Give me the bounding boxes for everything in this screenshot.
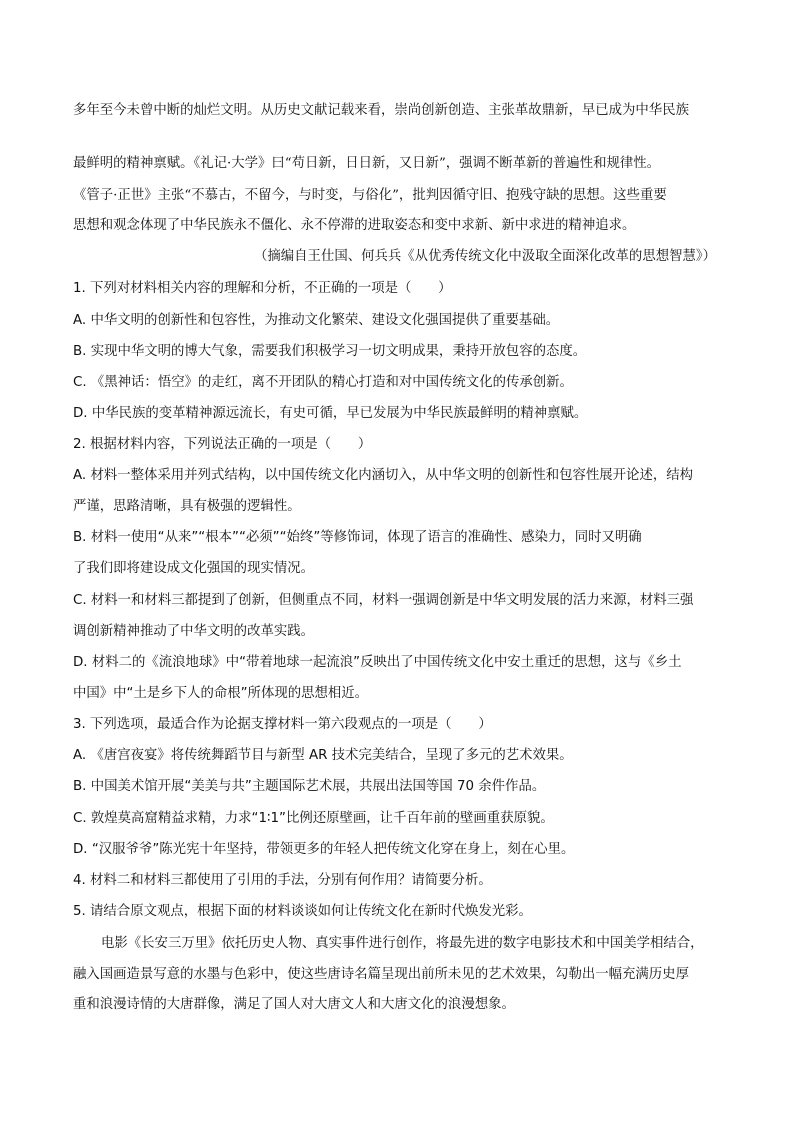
question-1-option-b: B. 实现中华文明的博大气象，需要我们积极学习一切文明成果，秉持开放包容的态度。 bbox=[73, 344, 587, 359]
question-5-stem: 5. 请结合原文观点，根据下面的材料谈谈如何让传统文化在新时代焕发光彩。 bbox=[73, 904, 532, 919]
question-1-option-c: C. 《黑神话：悟空》的走红，离不开团队的精心打造和对中国传统文化的传承创新。 bbox=[73, 375, 573, 390]
question-1-option-a: A. 中华文明的创新性和包容性，为推动文化繁荣、建设文化强国提供了重要基础。 bbox=[73, 313, 560, 328]
material-bottom-line-2: 融入国画造景写意的水墨与色彩中，使这些唐诗名篇呈现出前所未见的艺术效果，勾勒出一幅充满历史厚 bbox=[73, 967, 689, 982]
material-top-line-4: 思想和观念体现了中华民族永不僵化、永不停滞的进取姿态和变中求新、新中求进的精神追求。 bbox=[73, 218, 636, 233]
material-source-citation: （摘编自王仕国、何兵兵《从优秀传统文化中汲取全面深化改革的思想智慧》） bbox=[254, 249, 716, 264]
question-2-option-b-line-2: 了我们即将建设成文化强国的现实情况。 bbox=[73, 561, 315, 576]
question-3-option-a: A. 《唐宫夜宴》将传统舞蹈节目与新型 AR 技术完美结合，呈现了多元的艺术效果。 bbox=[73, 748, 573, 763]
question-3-option-b: B. 中国美术馆开展“美美与共”主题国际艺术展，共展出法国等国 70 余件作品。 bbox=[73, 779, 546, 794]
question-1-stem: 1. 下列对材料相关内容的理解和分析，不正确的一项是（ ） bbox=[73, 281, 452, 296]
material-bottom-line-3: 重和浪漫诗情的大唐群像，满足了国人对大唐文人和大唐文化的浪漫想象。 bbox=[73, 997, 515, 1012]
material-bottom-line-1: 电影《长安三万里》依托历史人物、真实事件进行创作，将最先进的数字电影技术和中国美学相结合， bbox=[101, 936, 704, 951]
question-2-option-c-line-2: 调创新精神推动了中华文明的改革实践。 bbox=[73, 624, 315, 639]
question-2-option-b-line-1: B. 材料一使用“从来”“根本”“必须”“始终”等修饰词，体现了语言的准确性、感染力，同时又明确 bbox=[73, 530, 642, 545]
material-top-line-2: 最鲜明的精神禀赋。《礼记·大学》曰“苟日新，日日新，又日新”，强调不断革新的普遍性和规律性。 bbox=[73, 156, 661, 171]
question-3-option-d: D. “汉服爷爷”陈光宪十年坚持，带领更多的年轻人把传统文化穿在身上，刻在心里。 bbox=[73, 842, 575, 857]
question-3-stem: 3. 下列选项，最适合作为论据支撑材料一第六段观点的一项是（ ） bbox=[73, 717, 492, 732]
question-2-option-d-line-2: 中国》中“土是乡下人的命根”所体现的思想相近。 bbox=[73, 686, 369, 701]
question-3-option-c: C. 敦煌莫高窟精益求精，力求“1∶1”比例还原壁画，让千百年前的壁画重获原貌。 bbox=[73, 811, 554, 826]
question-2-option-a-line-2: 严谨，思路清晰，具有极强的逻辑性。 bbox=[73, 499, 301, 514]
question-2-option-a-line-1: A. 材料一整体采用并列式结构，以中国传统文化内涵切入，从中华文明的创新性和包容性展开论述，结构 bbox=[73, 468, 694, 483]
material-top-line-3: 《管子·正世》主张“不慕古，不留今，与时变，与俗化”，批判因循守旧、抱残守缺的思想。这些重要 bbox=[73, 188, 667, 203]
question-1-option-d: D. 中华民族的变革精神源远流长，有史可循，早已发展为中华民族最鲜明的精神禀赋。 bbox=[73, 406, 588, 421]
question-4-stem: 4. 材料二和材料三都使用了引用的手法，分别有何作用？请简要分析。 bbox=[73, 873, 492, 888]
question-2-option-d-line-1: D. 材料二的《流浪地球》中“带着地球一起流浪”反映出了中国传统文化中安土重迁的思想，这与《乡土 bbox=[73, 655, 682, 670]
question-2-option-c-line-1: C. 材料一和材料三都提到了创新，但侧重点不同，材料一强调创新是中华文明发展的活力来源，材料三强 bbox=[73, 593, 694, 608]
material-top-line-1: 多年至今未曾中断的灿烂文明。从历史文献记载来看，崇尚创新创造、主张革故鼎新，早已成为中华民族 bbox=[73, 103, 689, 118]
question-2-stem: 2. 根据材料内容，下列说法正确的一项是（ ） bbox=[73, 437, 372, 452]
